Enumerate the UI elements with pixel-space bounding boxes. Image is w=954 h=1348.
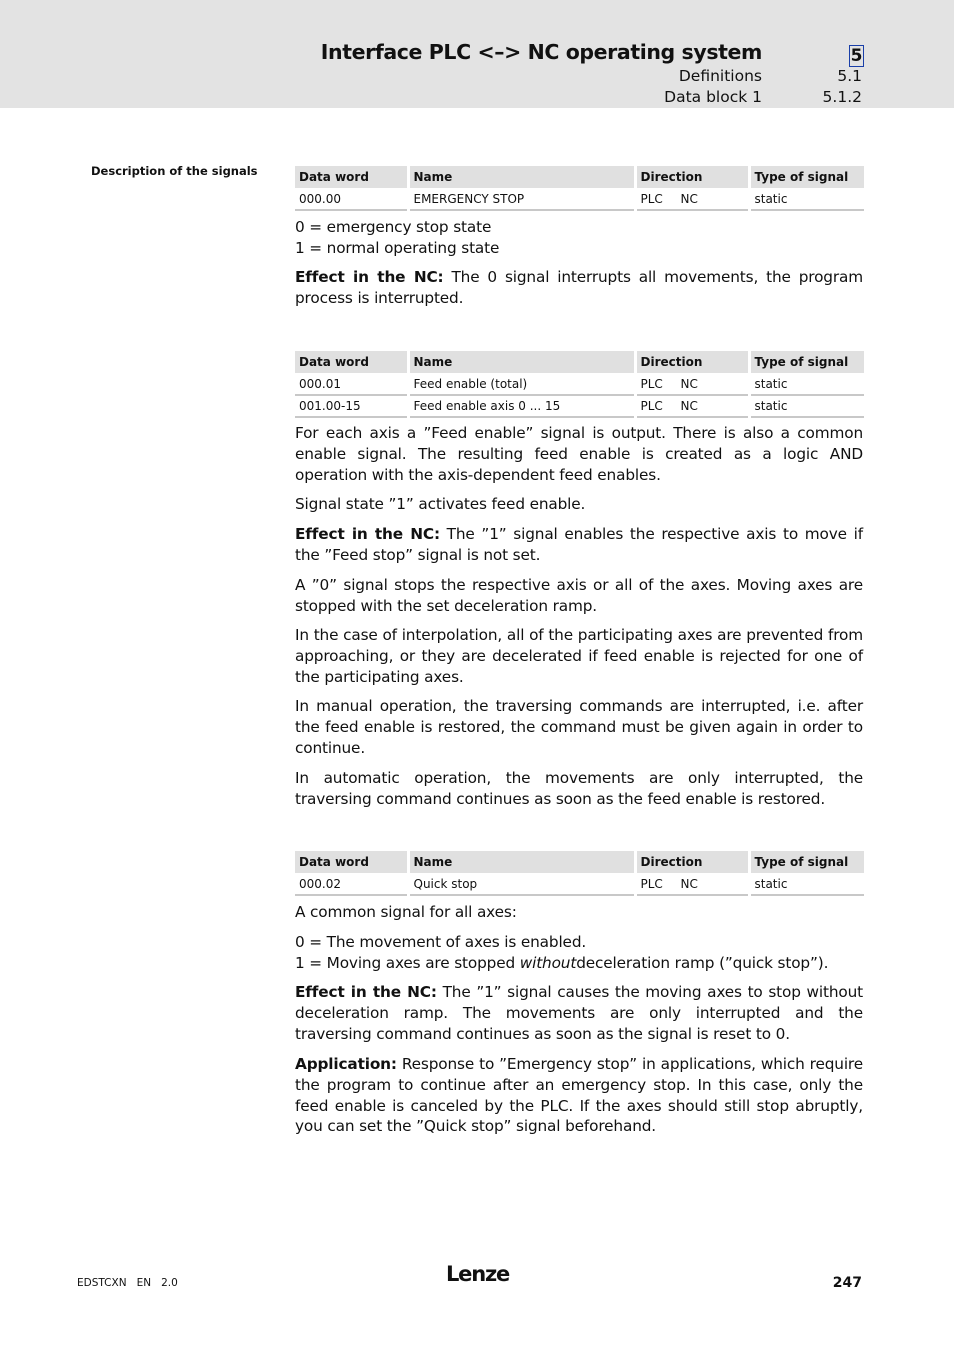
direction-from: PLC (640, 399, 663, 413)
margin-heading: Description of the signals (91, 164, 258, 178)
effect-text: The ”1” signal causes the moving axes to stop without deceleration ramp. The movements are only interrupted and the traversing command continues as soon as the signal is reset to 0. (295, 983, 863, 1043)
direction-from: PLC (640, 376, 663, 391)
page-header (0, 0, 954, 108)
direction-from: PLC (640, 191, 663, 206)
cell-data-word: 000.00 (295, 188, 408, 210)
state-1-line: 1 = normal operating state (295, 238, 500, 257)
section3-effect-paragraph (295, 982, 863, 1044)
direction-to: NC (680, 399, 698, 413)
direction-to: NC (680, 376, 698, 391)
cell-type: static (749, 188, 864, 210)
cell-name: EMERGENCY STOP (408, 188, 635, 210)
section2-paragraph-5: In the case of interpolation, all of the participating axes are prevented from approaching, or they are decelerated if feed enable is rejected for one of the participating axes. (295, 626, 863, 686)
cell-type: static (749, 395, 864, 417)
col-header-name: Name (408, 851, 635, 873)
state-1-line (295, 953, 863, 974)
cell-data-word: 000.01 (295, 373, 408, 395)
col-header-type: Type of signal (749, 166, 864, 188)
subsection-number: 5.1.2 (822, 88, 862, 106)
effect-label: Effect in the NC: (295, 983, 437, 1001)
table-row (295, 188, 864, 210)
state-1-text-end: deceleration ramp (”quick stop”). (576, 953, 829, 972)
cell-direction (635, 873, 749, 895)
doc-version: 2.0 (161, 1277, 178, 1289)
signal-table-feed-enable (295, 351, 864, 418)
section2-paragraph-1: For each axis a ”Feed enable” signal is output. There is also a common enable signal. The resulting feed enable is created as a logic AND operation with the axis-dependent feed enables. (295, 424, 863, 484)
table-row (295, 373, 864, 395)
col-header-direction: Direction (635, 851, 749, 873)
direction-to: NC (680, 876, 698, 891)
col-header-data-word: Data word (295, 851, 408, 873)
chapter-number-box: 5 (850, 46, 863, 66)
page-number: 247 (832, 1275, 862, 1291)
section3-paragraph-1: A common signal for all axes: (295, 903, 517, 921)
col-header-type: Type of signal (749, 851, 864, 873)
cell-type: static (749, 873, 864, 895)
effect-text: The ”1” signal enables the respective axis to move if the ”Feed stop” signal is not set. (295, 525, 863, 564)
cell-name: Quick stop (408, 873, 635, 895)
section3-states (295, 932, 863, 974)
cell-data-word: 000.02 (295, 873, 408, 895)
table-header-row (295, 351, 864, 373)
cell-type: static (749, 373, 864, 395)
cell-data-word: 001.00-15 (295, 395, 408, 417)
effect-label: Effect in the NC: (295, 525, 440, 543)
cell-name: Feed enable axis 0 ... 15 (408, 395, 635, 417)
section2-paragraph-2: Signal state ”1” activates feed enable. (295, 495, 586, 513)
signal-table-emergency-stop (295, 166, 864, 211)
col-header-direction: Direction (635, 166, 749, 188)
effect-label: Effect in the NC: (295, 268, 444, 286)
doc-language: EN (136, 1277, 152, 1289)
col-header-type: Type of signal (749, 351, 864, 373)
section2-effect-paragraph (295, 524, 863, 566)
table-row (295, 873, 864, 895)
chapter-title: Interface PLC <–> NC operating system (320, 40, 762, 64)
section-title: Definitions (678, 67, 762, 85)
section2-paragraph-7: In automatic operation, the movements are only interrupted, the traversing command continues as soon as the feed enable is restored. (295, 769, 863, 808)
section2-paragraph-6: In manual operation, the traversing commands are interrupted, i.e. after the feed enable is restored, the command must be given again in order to continue. (295, 697, 863, 757)
state-0-line: 0 = emergency stop state (295, 218, 492, 236)
doc-code: EDSTCXN (77, 1277, 127, 1289)
application-label: Application: (295, 1055, 397, 1073)
cell-direction (635, 188, 749, 210)
section3-application-paragraph (295, 1054, 863, 1137)
col-header-direction: Direction (635, 351, 749, 373)
section1-effect-paragraph (295, 267, 863, 309)
effect-text: The 0 signal interrupts all movements, the program process is interrupted. (295, 268, 863, 307)
direction-to: NC (680, 191, 698, 206)
cell-direction (635, 395, 749, 417)
col-header-data-word: Data word (295, 351, 408, 373)
signal-table-quick-stop (295, 851, 864, 896)
state-0-line: 0 = The movement of axes is enabled. (295, 933, 587, 951)
footer-doc-info (77, 1277, 178, 1289)
table-row (295, 395, 864, 417)
col-header-name: Name (408, 351, 635, 373)
application-text: Response to ”Emergency stop” in applications, which require the program to continue after an emergency stop. In this case, only the feed enable is canceled by the PLC. If the axes should still stop abruptly, you can set the ”Quick stop” signal beforehand. (295, 1055, 863, 1136)
table-header-row (295, 166, 864, 188)
cell-direction (635, 373, 749, 395)
col-header-data-word: Data word (295, 166, 408, 188)
subsection-title: Data block 1 (664, 88, 762, 106)
section1-states (295, 217, 863, 259)
table-header-row (295, 851, 864, 873)
cell-name: Feed enable (total) (408, 373, 635, 395)
section-number: 5.1 (837, 67, 862, 85)
state-1-emphasis: without (519, 953, 577, 972)
section2-paragraph-4: A ”0” signal stops the respective axis or all of the axes. Moving axes are stopped with the set deceleration ramp. (295, 576, 863, 615)
lenze-logo: Lenze (446, 1262, 510, 1286)
direction-from: PLC (640, 876, 663, 891)
state-1-text: 1 = Moving axes are stopped (295, 953, 520, 972)
col-header-name: Name (408, 166, 635, 188)
